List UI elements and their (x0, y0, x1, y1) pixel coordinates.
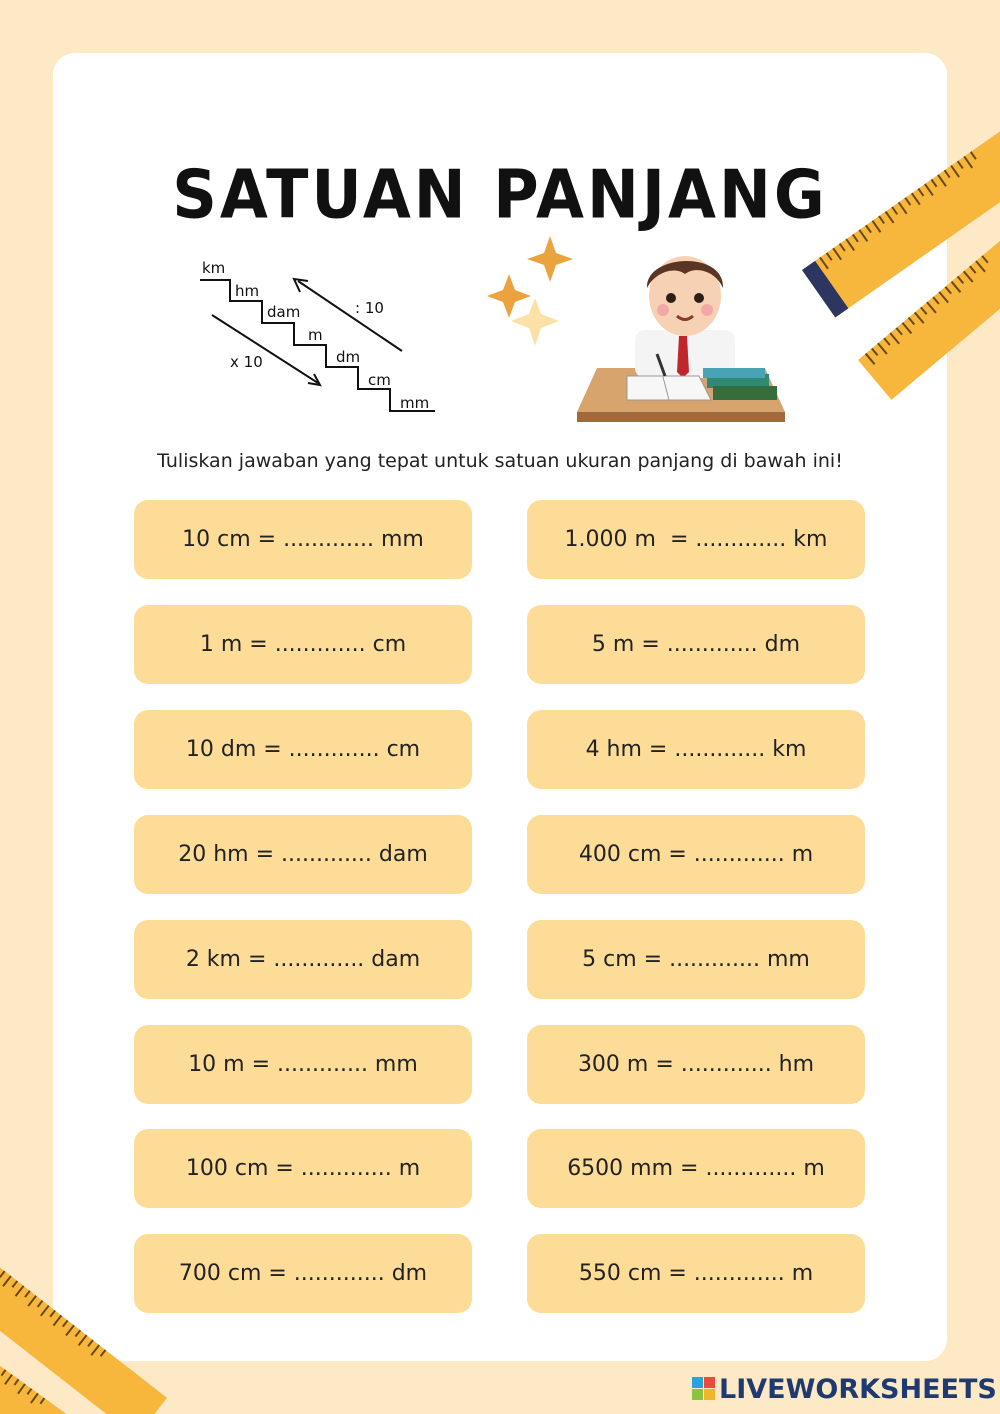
student-illustration (575, 244, 795, 424)
question-box[interactable]: 100 cm = ............. m (134, 1129, 472, 1208)
multiply-label: x 10 (230, 353, 263, 371)
question-box[interactable]: 6500 mm = ............. m (527, 1129, 865, 1208)
question-box[interactable]: 300 m = ............. hm (527, 1025, 865, 1104)
brand-blocks-icon (692, 1377, 716, 1401)
unit-dm: dm (336, 348, 361, 366)
unit-m: m (308, 326, 323, 344)
question-box[interactable]: 1.000 m = ............. km (527, 500, 865, 579)
question-box[interactable]: 4 hm = ............. km (527, 710, 865, 789)
question-box[interactable]: 20 hm = ............. dam (134, 815, 472, 894)
unit-dam: dam (267, 303, 301, 321)
instruction-text: Tuliskan jawaban yang tepat untuk satuan ukuran panjang di bawah ini! (157, 450, 843, 472)
question-box[interactable]: 10 cm = ............. mm (134, 500, 472, 579)
question-box[interactable]: 10 m = ............. mm (134, 1025, 472, 1104)
unit-ladder-diagram (190, 255, 450, 425)
page-title: SATUAN PANJANG (172, 155, 828, 234)
unit-mm: mm (400, 394, 430, 412)
question-box[interactable]: 1 m = ............. cm (134, 605, 472, 684)
brand-name: LIVEWORKSHEETS (719, 1373, 997, 1405)
divide-label: : 10 (355, 299, 384, 317)
question-box[interactable]: 5 m = ............. dm (527, 605, 865, 684)
question-box[interactable]: 400 cm = ............. m (527, 815, 865, 894)
unit-cm: cm (368, 371, 391, 389)
question-box[interactable]: 5 cm = ............. mm (527, 920, 865, 999)
unit-hm: hm (235, 282, 260, 300)
liveworksheets-logo[interactable] (692, 1372, 997, 1406)
unit-km: km (202, 259, 226, 277)
question-box[interactable]: 2 km = ............. dam (134, 920, 472, 999)
question-box[interactable]: 700 cm = ............. dm (134, 1234, 472, 1313)
question-box[interactable]: 10 dm = ............. cm (134, 710, 472, 789)
question-box[interactable]: 550 cm = ............. m (527, 1234, 865, 1313)
